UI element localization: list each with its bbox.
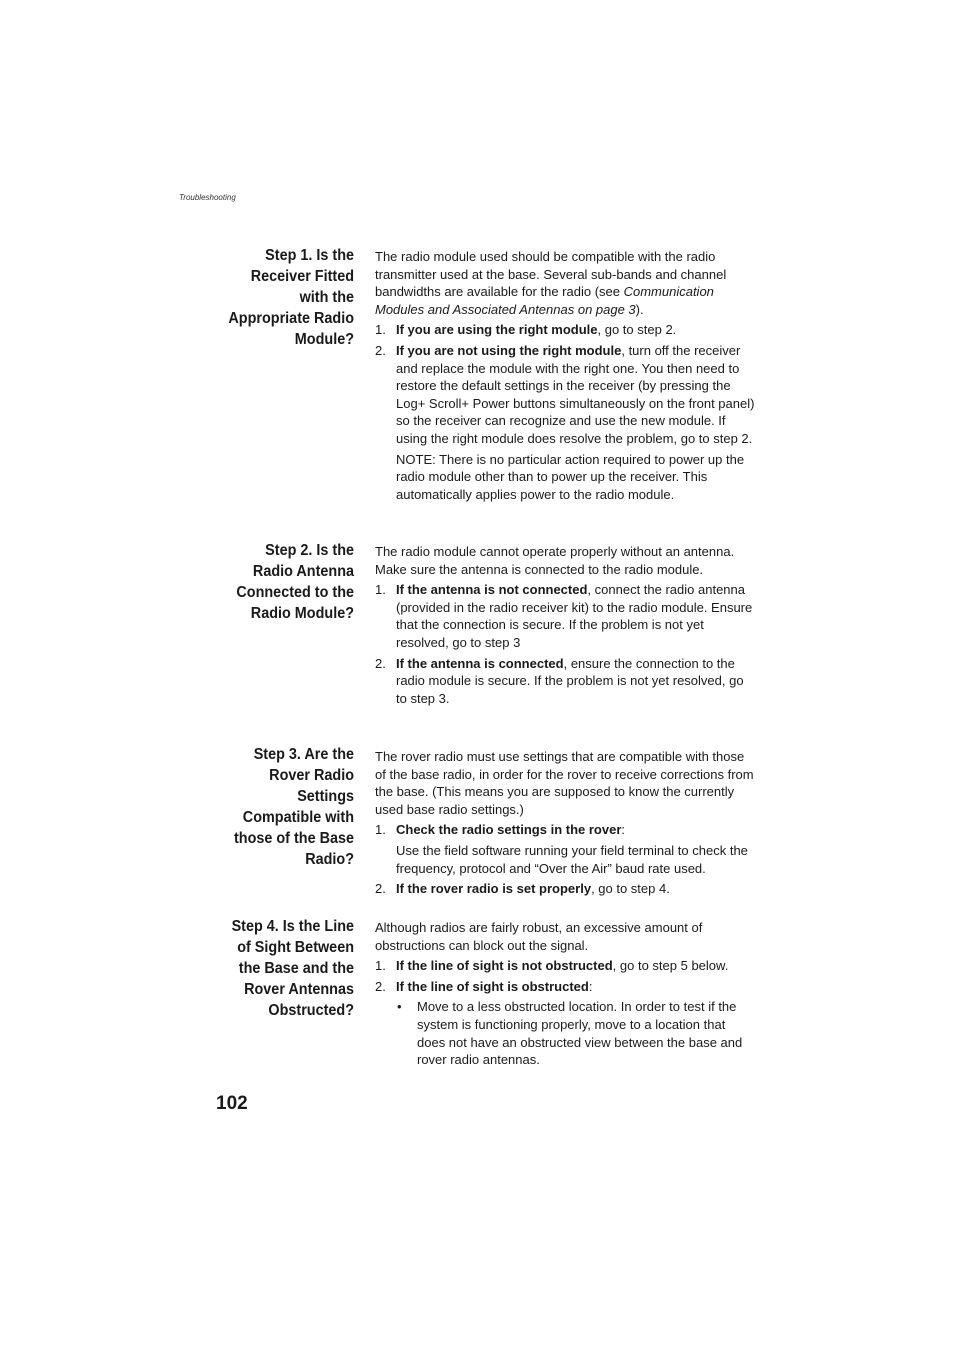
item-number: 2. bbox=[375, 655, 386, 671]
step-3-intro: The rover radio must use settings that are compatible with those of the base radio, in order for the rover to receive corrections from the base. (This means you are supposed to know the currently used base radio settings.) bbox=[375, 749, 754, 817]
item-lead: If the rover radio is set properly bbox=[396, 881, 592, 897]
intro-text: The radio module used should be compatible with the radio transmitter used at the base. Several sub-bands and channel bandwidths are available for the radio (see bbox=[375, 249, 727, 300]
heading-line: Module? bbox=[294, 331, 354, 348]
list-item bbox=[375, 957, 757, 975]
step-1-heading bbox=[206, 245, 354, 350]
intro-text-end: ). bbox=[635, 301, 644, 317]
list-item bbox=[375, 581, 757, 651]
item-lead: If you are using the right module bbox=[396, 322, 598, 338]
item-text: : bbox=[621, 822, 626, 838]
heading-line: Connected to the bbox=[236, 584, 354, 601]
item-detail: Use the field software running your field terminal to check the frequency, protocol and “Over the Air” baud rate used. bbox=[396, 842, 748, 876]
item-lead: If the antenna is connected bbox=[396, 655, 564, 671]
step-1-intro bbox=[375, 248, 757, 318]
item-number: 1. bbox=[375, 958, 386, 974]
heading-line: Step 2. Is the bbox=[265, 542, 354, 559]
heading-line: Step 1. Is the bbox=[265, 247, 354, 264]
bullet-item bbox=[375, 998, 757, 1068]
step-4-body bbox=[375, 919, 757, 1072]
heading-line: Rover Antennas bbox=[244, 981, 354, 998]
heading-line: Radio Module? bbox=[250, 605, 354, 622]
running-head: Troubleshooting bbox=[179, 193, 236, 202]
list-item bbox=[375, 880, 757, 898]
heading-line: those of the Base bbox=[233, 830, 354, 847]
heading-line: Step 3. Are the bbox=[253, 746, 354, 763]
heading-line: Compatible with bbox=[242, 809, 354, 826]
item-number: 1. bbox=[375, 322, 386, 338]
heading-line: Settings bbox=[297, 788, 354, 805]
item-text: , turn off the receiver and replace the module with the right one. You then need to restore the default settings in the receiver (by pressing the Log+ Scroll+ Power buttons simultaneously on the front panel) so the receiver can recognize and use the new module. If using the right module does resolve the problem, go to step 2. bbox=[396, 342, 755, 446]
heading-line: Step 4. Is the Line bbox=[231, 918, 354, 935]
item-lead: If you are not using the right module bbox=[396, 342, 622, 358]
step-2-heading bbox=[206, 540, 354, 624]
bullet-text: Move to a less obstructed location. In order to test if the system is functioning properly, move to a location that does not have an obstructed view between the base and rover radio antennas. bbox=[417, 999, 743, 1068]
step-1-body bbox=[375, 248, 757, 506]
list-item bbox=[375, 978, 757, 996]
item-number: 2. bbox=[375, 978, 386, 994]
item-text: , go to step 5 below. bbox=[612, 958, 729, 974]
page-number: 102 bbox=[216, 1093, 248, 1114]
item-number: 1. bbox=[375, 582, 386, 598]
item-lead: If the antenna is not connected bbox=[396, 582, 588, 598]
list-item bbox=[375, 655, 757, 708]
item-text: , ensure the connection to the radio module is secure. If the problem is not yet resolved, go to step 3. bbox=[396, 655, 744, 706]
item-number: 2. bbox=[375, 881, 386, 897]
item-number: 2. bbox=[375, 342, 386, 358]
item-lead: Check the radio settings in the rover bbox=[396, 822, 622, 838]
item-text: : bbox=[588, 978, 593, 994]
item-text: , go to step 4. bbox=[591, 881, 670, 897]
heading-line: with the bbox=[299, 289, 354, 306]
note: NOTE: There is no particular action required to power up the radio module other than to power up the receiver. This automatically applies power to the radio module. bbox=[396, 451, 745, 502]
heading-line: Radio? bbox=[305, 851, 354, 868]
step-4-heading bbox=[206, 916, 354, 1021]
item-text: , go to step 2. bbox=[597, 322, 677, 338]
step-2-intro: The radio module cannot operate properly without an antenna. Make sure the antenna is connected to the radio module. bbox=[375, 544, 735, 577]
heading-line: Receiver Fitted bbox=[250, 268, 354, 285]
heading-line: Radio Antenna bbox=[252, 563, 354, 580]
cross-reference-link[interactable]: Communication Modules and Associated Antennas on page 3 bbox=[375, 284, 714, 317]
item-lead: If the line of sight is obstructed bbox=[396, 978, 589, 994]
step-3-body bbox=[375, 748, 757, 901]
heading-line: the Base and the bbox=[238, 960, 354, 977]
step-4-intro: Although radios are fairly robust, an excessive amount of obstructions can block out the signal. bbox=[375, 920, 703, 953]
step-3-heading bbox=[206, 744, 354, 870]
item-number: 1. bbox=[375, 822, 386, 838]
heading-line: Obstructed? bbox=[268, 1002, 354, 1019]
heading-line: Appropriate Radio bbox=[228, 310, 354, 327]
list-item bbox=[375, 342, 757, 448]
list-item bbox=[375, 321, 757, 339]
item-lead: If the line of sight is not obstructed bbox=[396, 958, 613, 974]
item-text: , connect the radio antenna (provided in the radio receiver kit) to the radio module. Ensure that the connection is secure. If the problem is not yet resolved, go to step 3 bbox=[396, 582, 753, 650]
heading-line: Rover Radio bbox=[269, 767, 354, 784]
bullet-icon: • bbox=[397, 999, 402, 1015]
step-2-body bbox=[375, 543, 757, 710]
list-item bbox=[375, 821, 757, 839]
heading-line: of Sight Between bbox=[237, 939, 354, 956]
